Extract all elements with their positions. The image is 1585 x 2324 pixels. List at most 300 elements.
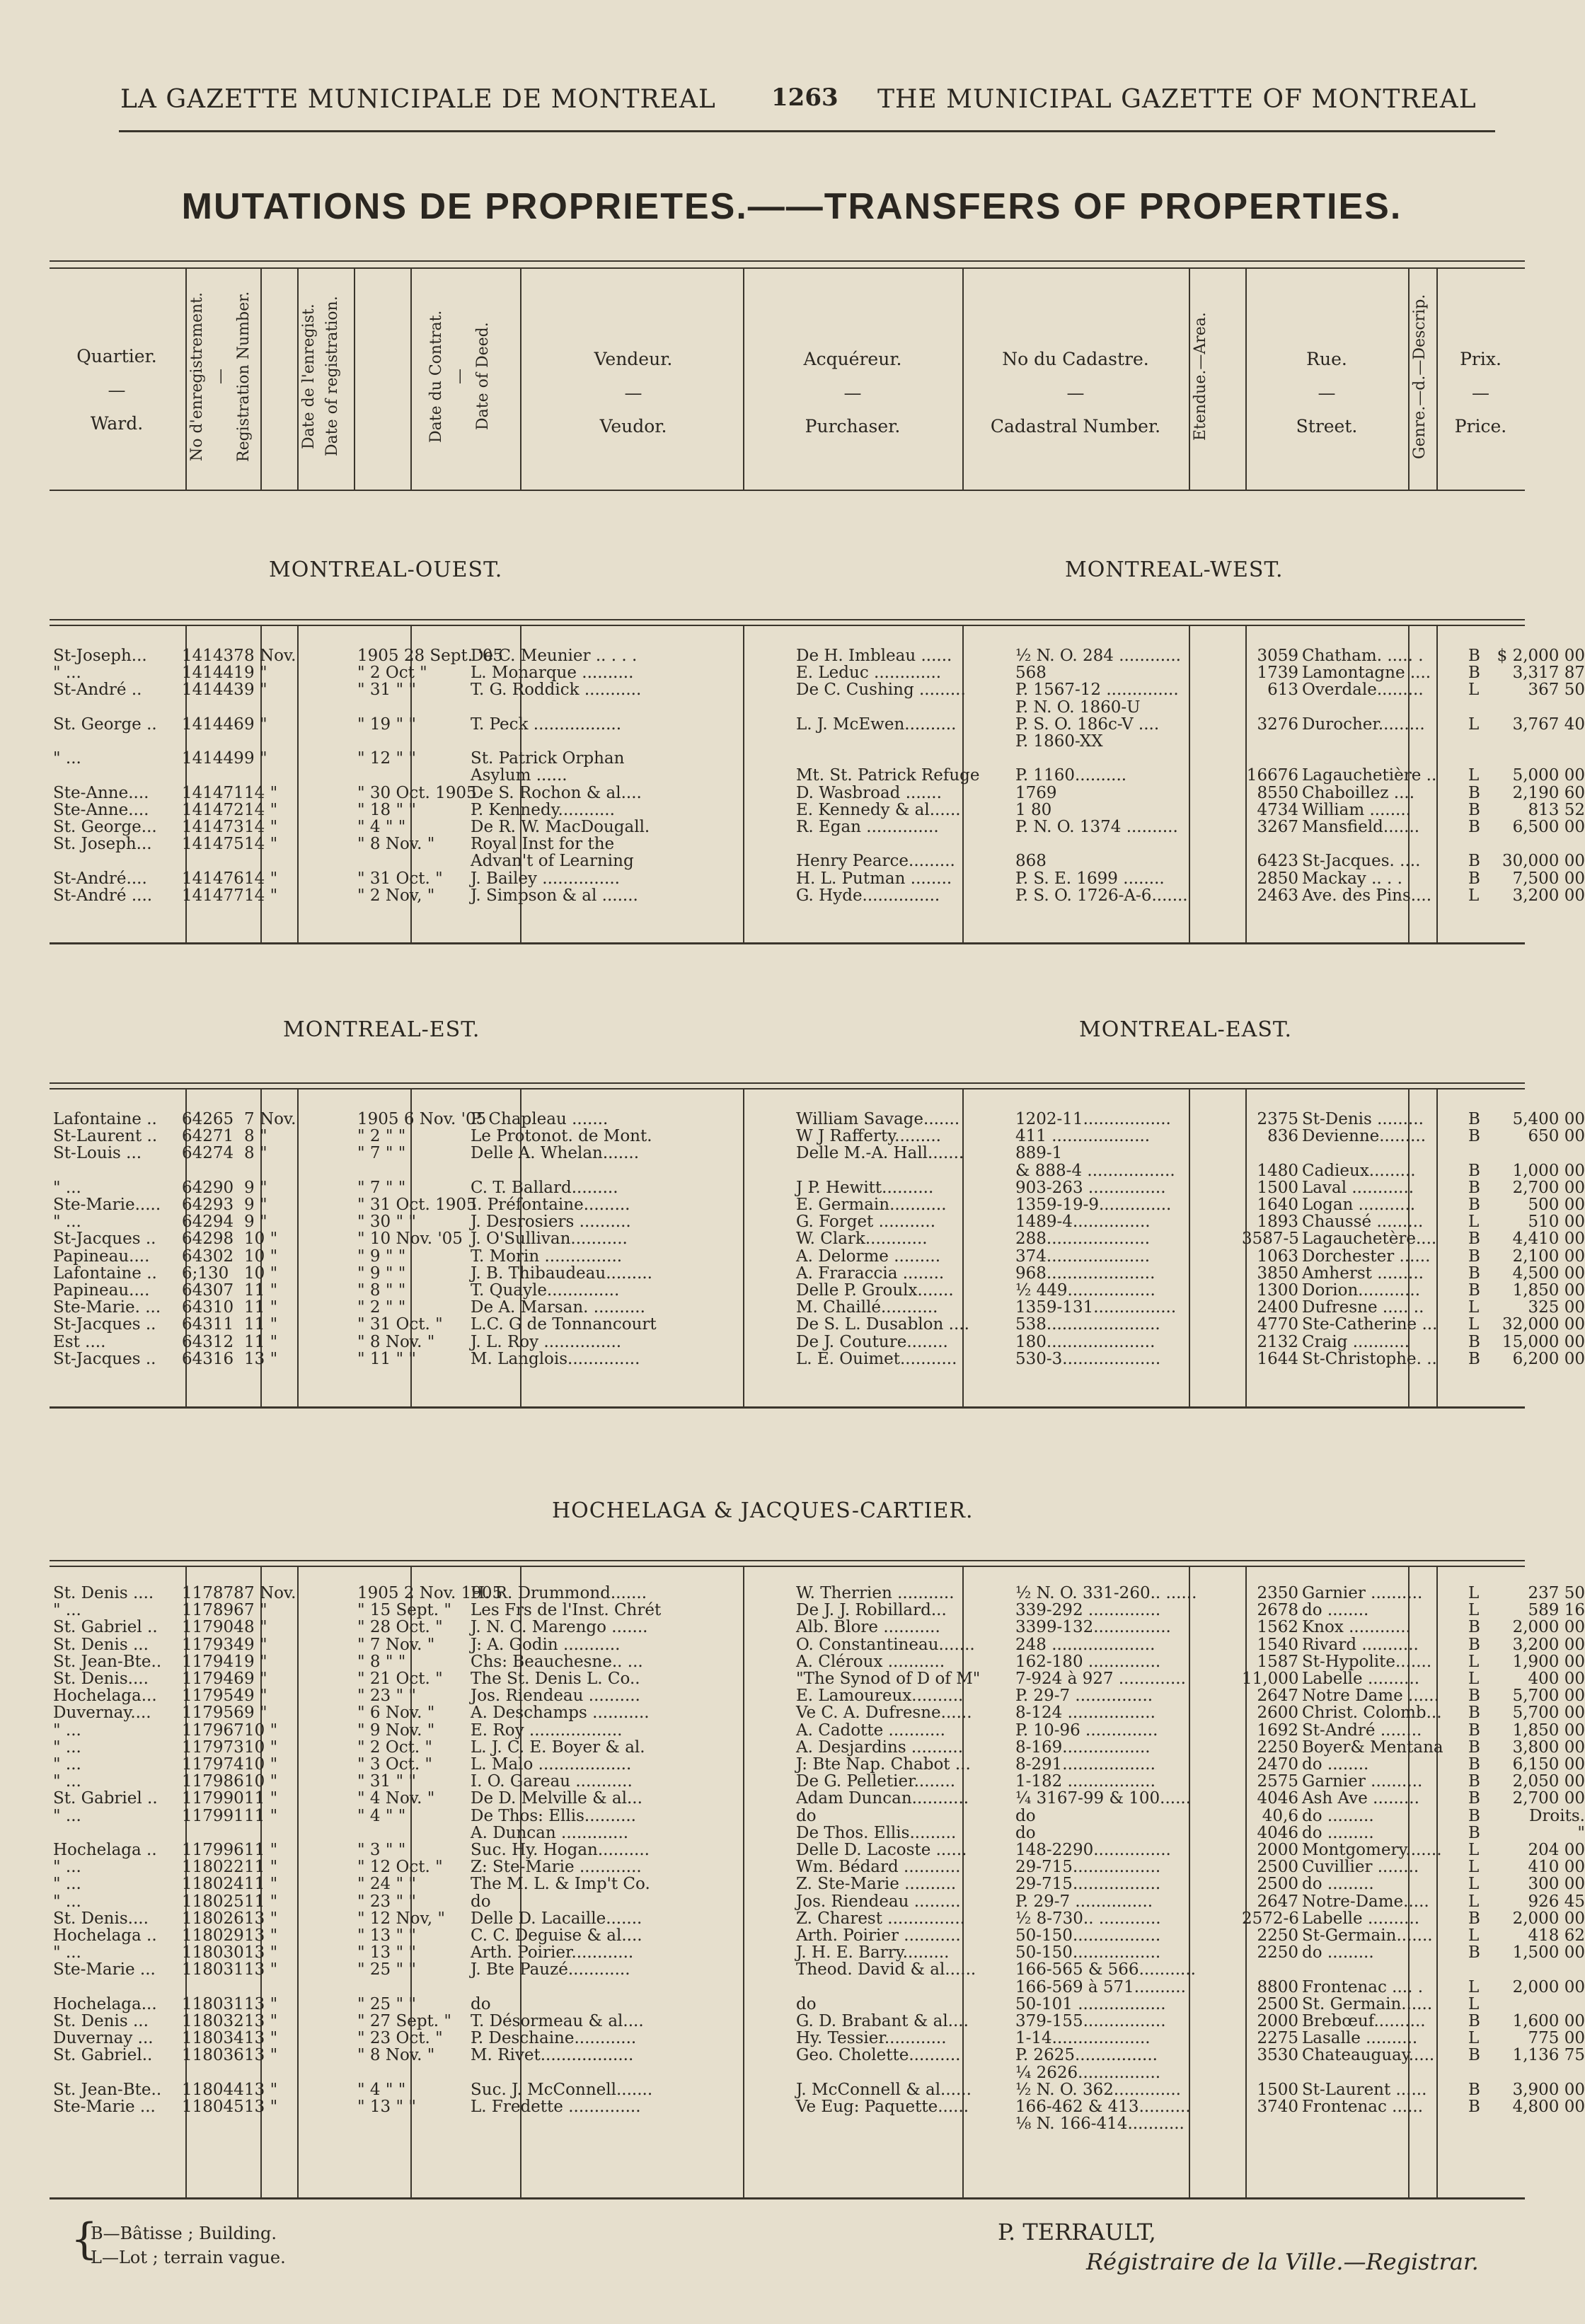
- description-cell: L: [1468, 1841, 1480, 1859]
- deed-date-cell: " 4 " ": [357, 2080, 406, 2099]
- vendor-cell: Les Frs de l'Inst. Chrét: [471, 1601, 662, 1620]
- cadastre-cell: 411 ...................: [1015, 1127, 1151, 1146]
- ward-cell: " ...: [53, 664, 81, 683]
- cadastre-cell: 1489-4...............: [1015, 1213, 1151, 1232]
- ward-cell: St. Joseph...: [53, 835, 152, 854]
- cadastre-cell: P. 10-96 ..............: [1015, 1721, 1158, 1740]
- area-cell: 3276: [1257, 715, 1298, 734]
- street-cell: do ........: [1302, 1755, 1369, 1774]
- purchaser-cell: E. Germain...........: [796, 1196, 947, 1214]
- registration-date-cell: 10 ": [244, 1247, 278, 1266]
- street-cell: Chateauguay.....: [1302, 2046, 1435, 2065]
- column-header-line: —: [1066, 382, 1085, 403]
- area-cell: 2500: [1257, 1858, 1298, 1877]
- price-cell: 1,600 00: [1512, 2012, 1585, 2030]
- area-cell: 2575: [1257, 1772, 1298, 1791]
- purchaser-cell: W. Clark............: [796, 1230, 928, 1249]
- cadastre-cell: P. 1160..........: [1015, 766, 1127, 785]
- ward-cell: " ...: [53, 1875, 81, 1894]
- cadastre-cell: 288....................: [1015, 1230, 1151, 1249]
- price-cell: 30,000 00: [1502, 852, 1585, 871]
- table-top-rule-inner: [50, 267, 1525, 269]
- column-header-line: —: [1472, 382, 1489, 403]
- table-row: [53, 869, 1585, 888]
- table-row: [53, 1841, 1585, 1859]
- cadastre-cell: P. N. O. 1374 ..........: [1015, 818, 1178, 836]
- registration-date-cell: 11 ": [244, 1841, 278, 1859]
- street-cell: St-Christophe. ..: [1302, 1349, 1437, 1368]
- deed-date-cell: " 31 Oct. ": [357, 869, 443, 888]
- registration-cell: 141437: [182, 647, 244, 665]
- registration-date-cell: 14 ": [244, 818, 278, 836]
- purchaser-cell: De Thos. Ellis.........: [796, 1823, 957, 1842]
- vendor-cell: T. G. Roddick ...........: [471, 681, 642, 700]
- deed-date-cell: " 13 " ": [357, 1926, 416, 1945]
- vendor-cell: A. Deschamps ...........: [471, 1704, 650, 1723]
- vendor-cell: J. N. C. Marengo .......: [471, 1618, 648, 1637]
- cadastre-cell: 29-715.................: [1015, 1875, 1161, 1894]
- registration-cell: 118025: [182, 1892, 244, 1911]
- vendor-cell: Z: Ste-Marie ............: [471, 1858, 642, 1877]
- cadastre-cell: 166-569 à 571..........: [1015, 1977, 1186, 1996]
- registrar-title: Régistraire de la Ville.—Registrar.: [1086, 2248, 1479, 2275]
- cadastre-cell: 50-101 .................: [1015, 1994, 1166, 2013]
- purchaser-cell: A. Cléroux ...........: [796, 1652, 945, 1671]
- description-cell: B: [1468, 818, 1480, 836]
- table-row: [53, 2029, 1585, 2048]
- purchaser-cell: G. Forget ...........: [796, 1213, 936, 1232]
- deed-date-cell: " 2 Nov, ": [357, 886, 435, 905]
- cadastre-cell: 29-715.................: [1015, 1858, 1161, 1877]
- deed-date-cell: " 31 " ": [357, 681, 416, 700]
- table-row: [53, 2115, 1525, 2133]
- description-cell: L: [1468, 2029, 1480, 2048]
- deed-date-cell: " 2 Oct. ": [357, 1738, 433, 1757]
- area-cell: 1500: [1257, 2080, 1298, 2099]
- deed-date-cell: " 31 " ": [357, 1772, 416, 1791]
- registration-date-cell: 9 ": [244, 1213, 267, 1232]
- purchaser-cell: Jos. Riendeau .........: [796, 1892, 961, 1911]
- vendor-cell: The St. Denis L. Co..: [471, 1670, 640, 1688]
- cadastre-cell: ½ N. O. 331-260.. ......: [1015, 1584, 1197, 1602]
- deed-date-cell: " 7 " ": [357, 1144, 406, 1163]
- area-cell: 11,000: [1242, 1670, 1299, 1688]
- vendor-cell: Arth. Poirier............: [471, 1943, 634, 1962]
- registration-date-cell: 11 ": [244, 1281, 278, 1300]
- purchaser-cell: H. L. Putman ........: [796, 869, 952, 888]
- section-title-french: MONTREAL-EST.: [283, 1017, 480, 1042]
- price-cell: 510 00: [1528, 1213, 1585, 1232]
- description-cell: L: [1468, 1926, 1480, 1945]
- ward-cell: St-André....: [53, 869, 147, 888]
- vendor-cell: Royal Inst for the: [471, 835, 615, 854]
- description-cell: B: [1468, 2046, 1480, 2065]
- description-cell: B: [1468, 1943, 1480, 1962]
- description-cell: B: [1468, 1806, 1480, 1825]
- table-row: [53, 1635, 1585, 1654]
- vendor-cell: J. Bte Pauzé............: [471, 1960, 630, 1979]
- purchaser-cell: Z. Charest ...............: [796, 1909, 965, 1928]
- column-divider: [185, 269, 187, 490]
- cadastre-cell: do: [1015, 1823, 1036, 1842]
- description-cell: B: [1468, 1281, 1480, 1300]
- area-cell: 2647: [1257, 1892, 1298, 1911]
- column-header-line: Acquéreur.: [803, 349, 902, 369]
- registration-cell: 117878: [182, 1584, 244, 1602]
- price-cell: 15,000 00: [1502, 1332, 1585, 1351]
- vendor-cell: The M. L. & Imp't Co.: [471, 1875, 650, 1894]
- street-cell: St-Laurent ......: [1302, 2080, 1427, 2099]
- cadastre-cell: 339-292 ..............: [1015, 1601, 1161, 1620]
- ward-cell: St-Joseph...: [53, 647, 147, 665]
- area-cell: 40,6: [1262, 1806, 1298, 1825]
- ward-cell: Ste-Anne....: [53, 783, 149, 802]
- area-cell: 16676: [1246, 766, 1298, 785]
- price-cell: $ 2,000 00: [1497, 647, 1585, 665]
- price-cell: 400 00: [1528, 1670, 1585, 1688]
- price-cell: 2,050 00: [1512, 1772, 1585, 1791]
- table-row: [53, 1247, 1585, 1266]
- registration-date-cell: 11 ": [244, 1806, 278, 1825]
- table-row: [53, 1926, 1585, 1945]
- cadastre-cell: P. S. O. 186c-V ....: [1015, 715, 1160, 734]
- purchaser-cell: E. Kennedy & al......: [796, 800, 961, 819]
- street-cell: Amherst .........: [1302, 1264, 1424, 1283]
- table-row: [53, 1601, 1585, 1620]
- deed-date-cell: " 23 Oct. ": [357, 2029, 443, 2048]
- cadastre-cell: 1-182 .................: [1015, 1772, 1155, 1791]
- table-row: [53, 2046, 1585, 2065]
- ward-cell: " ...: [53, 1178, 81, 1197]
- deed-date-cell: " 8 " ": [357, 1281, 406, 1300]
- purchaser-cell: O. Constantineau.......: [796, 1635, 975, 1654]
- street-cell: Garnier ..........: [1302, 1772, 1423, 1791]
- deed-date-cell: " 2 Oct ": [357, 664, 427, 683]
- purchaser-cell: Wm. Bédard ...........: [796, 1858, 961, 1877]
- deed-date-cell: " 6 Nov. ": [357, 1704, 435, 1723]
- ward-cell: Lafontaine ..: [53, 1110, 157, 1128]
- street-cell: Knox ............: [1302, 1618, 1411, 1637]
- area-cell: 3267: [1257, 818, 1298, 836]
- column-divider: [1245, 269, 1247, 490]
- purchaser-cell: D. Wasbroad .......: [796, 783, 942, 802]
- description-cell: B: [1468, 800, 1480, 819]
- registration-cell: 64293: [182, 1196, 234, 1214]
- price-cell: 1,900 00: [1512, 1652, 1585, 1671]
- cadastre-cell: 8-169.................: [1015, 1738, 1151, 1757]
- purchaser-cell: Theod. David & al......: [796, 1960, 976, 1979]
- vendor-cell: T. Quayle..............: [471, 1281, 620, 1300]
- registration-cell: 117973: [182, 1738, 244, 1757]
- registration-date-cell: 13 ": [244, 2012, 278, 2030]
- ward-cell: St. Gabriel..: [53, 2046, 153, 2065]
- description-cell: B: [1468, 1823, 1480, 1842]
- purchaser-cell: G. Hyde...............: [796, 886, 940, 905]
- price-cell: 2,000 00: [1512, 1618, 1585, 1637]
- table-row: [53, 836, 1525, 853]
- registration-cell: 141472: [182, 800, 244, 819]
- cadastre-cell: ½ 449.................: [1015, 1281, 1155, 1300]
- description-cell: B: [1468, 1738, 1480, 1757]
- registration-date-cell: 13 ": [244, 2046, 278, 2065]
- description-cell: L: [1468, 681, 1480, 700]
- description-cell: B: [1468, 1230, 1480, 1249]
- registration-date-cell: 10 ": [244, 1772, 278, 1791]
- street-cell: Cadieux.........: [1302, 1161, 1416, 1180]
- table-row: [53, 1213, 1585, 1232]
- description-cell: L: [1468, 1670, 1480, 1688]
- registration-cell: 64298: [182, 1230, 234, 1249]
- area-cell: 2647: [1257, 1687, 1298, 1706]
- ward-cell: St. Denis ....: [53, 1584, 154, 1602]
- column-header-line: Vendeur.: [594, 349, 673, 369]
- description-cell: B: [1468, 1721, 1480, 1740]
- vendor-cell: H. R. Drummond.......: [471, 1584, 647, 1602]
- purchaser-cell: De C. Cushing .........: [796, 681, 966, 700]
- description-cell: B: [1468, 1789, 1480, 1808]
- registration-date-cell: 13 ": [244, 1909, 278, 1928]
- cadastre-cell: ½ N. O. 362.............: [1015, 2080, 1181, 2099]
- street-cell: St-Hypolite.......: [1302, 1652, 1432, 1671]
- table-row: [53, 1858, 1585, 1877]
- legend-lot: L—Lot ; terrain vague.: [91, 2248, 286, 2267]
- price-cell: 813 52: [1528, 800, 1585, 819]
- street-cell: Frontenac ......: [1302, 2098, 1424, 2116]
- vendor-cell: Suc. J. McConnell.......: [471, 2080, 653, 2099]
- cadastre-cell: 968.....................: [1015, 1264, 1155, 1283]
- vendor-cell: De S. Rochon & al....: [471, 783, 642, 802]
- cadastre-cell: 868: [1015, 852, 1047, 871]
- vendor-cell: A. Duncan .............: [471, 1823, 629, 1842]
- table-row: [53, 1704, 1585, 1723]
- table-row: [53, 1264, 1585, 1283]
- ward-cell: Hochelaga ..: [53, 1926, 157, 1945]
- vendor-cell: E. Roy ..................: [471, 1721, 623, 1740]
- street-cell: William ........: [1302, 800, 1411, 819]
- price-cell: 7,500 00: [1512, 869, 1585, 888]
- table-row: [53, 715, 1585, 734]
- area-cell: 3059: [1257, 647, 1298, 665]
- table-row: [53, 2012, 1585, 2030]
- table-row: [53, 1110, 1585, 1128]
- purchaser-cell: L. E. Ouimet...........: [796, 1349, 957, 1368]
- registration-cell: 117996: [182, 1841, 244, 1859]
- vendor-cell: M. Rivet..................: [471, 2046, 634, 2065]
- column-header-line: —: [624, 382, 642, 403]
- cadastre-cell: 1202-11.................: [1015, 1110, 1171, 1128]
- running-head-english: THE MUNICIPAL GAZETTE OF MONTREAL: [877, 85, 1477, 114]
- price-cell: 237 50: [1528, 1584, 1585, 1602]
- street-cell: Lagauchetère....: [1302, 1230, 1437, 1249]
- street-cell: Durocher.........: [1302, 715, 1425, 734]
- description-cell: L: [1468, 1875, 1480, 1894]
- registration-date-cell: 8 Nov.: [244, 647, 296, 665]
- deed-date-cell: " 8 Nov. ": [357, 1332, 435, 1351]
- section-title-english: MONTREAL-EAST.: [1079, 1017, 1293, 1042]
- description-cell: L: [1468, 1298, 1480, 1317]
- deed-date-cell: " 9 " ": [357, 1247, 406, 1266]
- street-cell: Craig ...........: [1302, 1332, 1410, 1351]
- column-divider: [1189, 269, 1190, 490]
- description-cell: L: [1468, 1892, 1480, 1911]
- price-cell: 2,700 00: [1512, 1789, 1585, 1808]
- page-title: MUTATIONS DE PROPRIETES.——TRANSFERS OF PROPERTIES.: [181, 186, 1402, 227]
- area-cell: 1562: [1257, 1618, 1298, 1637]
- street-cell: Rivard ...........: [1302, 1635, 1419, 1654]
- price-cell: 1,136 75: [1512, 2046, 1585, 2065]
- table-row: [53, 1738, 1585, 1757]
- table-row: [53, 818, 1585, 836]
- ward-cell: St-André ....: [53, 886, 153, 905]
- registration-cell: 64274: [182, 1144, 234, 1163]
- table-row: [53, 1823, 1585, 1842]
- vendor-cell: J. Desrosiers ..........: [471, 1213, 631, 1232]
- description-cell: L: [1468, 886, 1480, 905]
- cadastre-cell: 889-1: [1015, 1144, 1063, 1163]
- page-number: 1263: [771, 83, 838, 112]
- street-cell: Labelle ..........: [1302, 1909, 1420, 1928]
- registration-date-cell: 13 ": [244, 2029, 278, 2048]
- section-top-rule: [50, 1088, 1525, 1089]
- description-cell: B: [1468, 1772, 1480, 1791]
- registration-cell: 64307: [182, 1281, 234, 1300]
- ward-cell: " ...: [53, 1943, 81, 1962]
- column-header-price: [1436, 342, 1525, 444]
- registration-date-cell: 10 ": [244, 1721, 278, 1740]
- vendor-cell: L. Malo ..................: [471, 1755, 632, 1774]
- purchaser-cell: E. Leduc .............: [796, 664, 942, 683]
- registration-cell: 117896: [182, 1601, 244, 1620]
- cadastre-cell: 1 80: [1015, 800, 1052, 819]
- area-cell: 4046: [1257, 1823, 1298, 1842]
- price-cell: 2,100 00: [1512, 1247, 1585, 1266]
- deed-date-cell: " 19 " ": [357, 715, 416, 734]
- purchaser-cell: De H. Imbleau ......: [796, 647, 952, 665]
- price-cell: 367 50: [1528, 681, 1585, 700]
- purchaser-cell: do: [796, 1806, 817, 1825]
- table-row: [53, 2064, 1525, 2082]
- cadastre-cell: P. 29-7 ...............: [1015, 1687, 1153, 1706]
- table-row: [53, 664, 1585, 683]
- table-row: [53, 2080, 1585, 2099]
- street-cell: St-André ........: [1302, 1721, 1422, 1740]
- deed-date-cell: 1905 6 Nov. '05: [357, 1110, 487, 1128]
- area-cell: 3530: [1257, 2046, 1298, 2065]
- table-header-bottom-rule: [50, 490, 1525, 491]
- vendor-cell: P. Deschaine............: [471, 2029, 637, 2048]
- price-cell: 5,700 00: [1512, 1687, 1585, 1706]
- ward-cell: St. Denis....: [53, 1670, 149, 1688]
- column-divider: [410, 269, 412, 490]
- vendor-cell: T. Peck .................: [471, 715, 622, 734]
- section-title-french: MONTREAL-OUEST.: [269, 557, 503, 582]
- table-row: [53, 766, 1585, 785]
- ward-cell: " ...: [53, 1738, 81, 1757]
- area-cell: 2275: [1257, 2029, 1298, 2048]
- street-cell: Chaboillez ....: [1302, 783, 1415, 802]
- description-cell: B: [1468, 1161, 1480, 1180]
- registration-date-cell: 13 ": [244, 2080, 278, 2099]
- vendor-cell: Advan't of Learning: [471, 852, 634, 871]
- description-cell: B: [1468, 1687, 1480, 1706]
- vendor-cell: Delle D. Lacaille.......: [471, 1909, 642, 1928]
- registration-date-cell: 11 ": [244, 1332, 278, 1351]
- area-cell: 3587-5: [1242, 1230, 1299, 1249]
- street-cell: Ave. des Pins....: [1302, 886, 1432, 905]
- price-cell: 32,000 00: [1502, 1315, 1585, 1334]
- column-header-line: —: [212, 369, 229, 384]
- section-top-rule: [50, 1082, 1525, 1084]
- column-header-line: Purchaser.: [805, 416, 901, 437]
- registration-cell: 118045: [182, 2098, 244, 2116]
- deed-date-cell: " 12 " ": [357, 749, 416, 768]
- description-cell: B: [1468, 2080, 1480, 2099]
- registration-date-cell: 9 ": [244, 1652, 267, 1671]
- column-header-description: [1408, 270, 1436, 482]
- area-cell: 2250: [1257, 1943, 1298, 1962]
- registration-cell: 141441: [182, 664, 244, 683]
- area-cell: 1587: [1257, 1652, 1298, 1671]
- purchaser-cell: Alb. Blore ...........: [796, 1618, 940, 1637]
- registration-cell: 117991: [182, 1806, 244, 1825]
- street-cell: Notre Dame ......: [1302, 1687, 1439, 1706]
- ward-cell: " ...: [53, 1213, 81, 1232]
- registration-date-cell: 13 ": [244, 1960, 278, 1979]
- ward-cell: Est ....: [53, 1332, 106, 1351]
- deed-date-cell: " 9 " ": [357, 1264, 406, 1283]
- registration-date-cell: 9 ": [244, 1704, 267, 1723]
- column-divider: [520, 269, 521, 490]
- registration-cell: 64290: [182, 1178, 234, 1197]
- purchaser-cell: A. Fraraccia ........: [796, 1264, 945, 1283]
- price-cell: 2,700 00: [1512, 1178, 1585, 1197]
- ward-cell: St-Louis ...: [53, 1144, 142, 1163]
- description-cell: B: [1468, 664, 1480, 683]
- registration-cell: 118031: [182, 1994, 244, 2013]
- section-title-french: HOCHELAGA & JACQUES-CARTIER.: [552, 1498, 974, 1523]
- description-cell: B: [1468, 783, 1480, 802]
- area-cell: 6423: [1257, 852, 1298, 871]
- area-cell: 2375: [1257, 1110, 1298, 1128]
- registration-cell: 118034: [182, 2029, 244, 2048]
- cadastre-cell: P. 1567-12 ..............: [1015, 681, 1179, 700]
- registration-date-cell: 7 Nov.: [244, 1584, 296, 1602]
- registration-cell: 64316: [182, 1349, 234, 1368]
- cadastre-cell: ¼ 2626................: [1015, 2063, 1161, 2082]
- registration-cell: 118026: [182, 1909, 244, 1928]
- price-cell: 204 00: [1528, 1841, 1585, 1859]
- price-cell: 418 62: [1528, 1926, 1585, 1945]
- registration-date-cell: 8 ": [244, 1127, 267, 1146]
- street-cell: Frontenac .... .: [1302, 1977, 1424, 1996]
- column-header-registration-date: [297, 270, 354, 482]
- price-cell: Droits.: [1529, 1806, 1585, 1825]
- registration-date-cell: 13 ": [244, 1349, 278, 1368]
- column-header-cadastre: [962, 342, 1189, 444]
- registration-date-cell: 14 ": [244, 800, 278, 819]
- column-header-line: Etendue.—Area.: [1192, 312, 1209, 441]
- description-cell: B: [1468, 852, 1480, 871]
- area-cell: 1063: [1257, 1247, 1298, 1266]
- ward-cell: St-Laurent ..: [53, 1127, 158, 1146]
- ward-cell: " ...: [53, 1601, 81, 1620]
- vendor-cell: C. C. Deguise & al....: [471, 1926, 642, 1945]
- vendor-cell: M. Langlois..............: [471, 1349, 640, 1368]
- deed-date-cell: " 13 " ": [357, 1943, 416, 1962]
- ward-cell: Duvernay ...: [53, 2029, 154, 2048]
- price-cell: 4,410 00: [1512, 1230, 1585, 1249]
- vendor-cell: De C. Meunier .. . . .: [471, 647, 638, 665]
